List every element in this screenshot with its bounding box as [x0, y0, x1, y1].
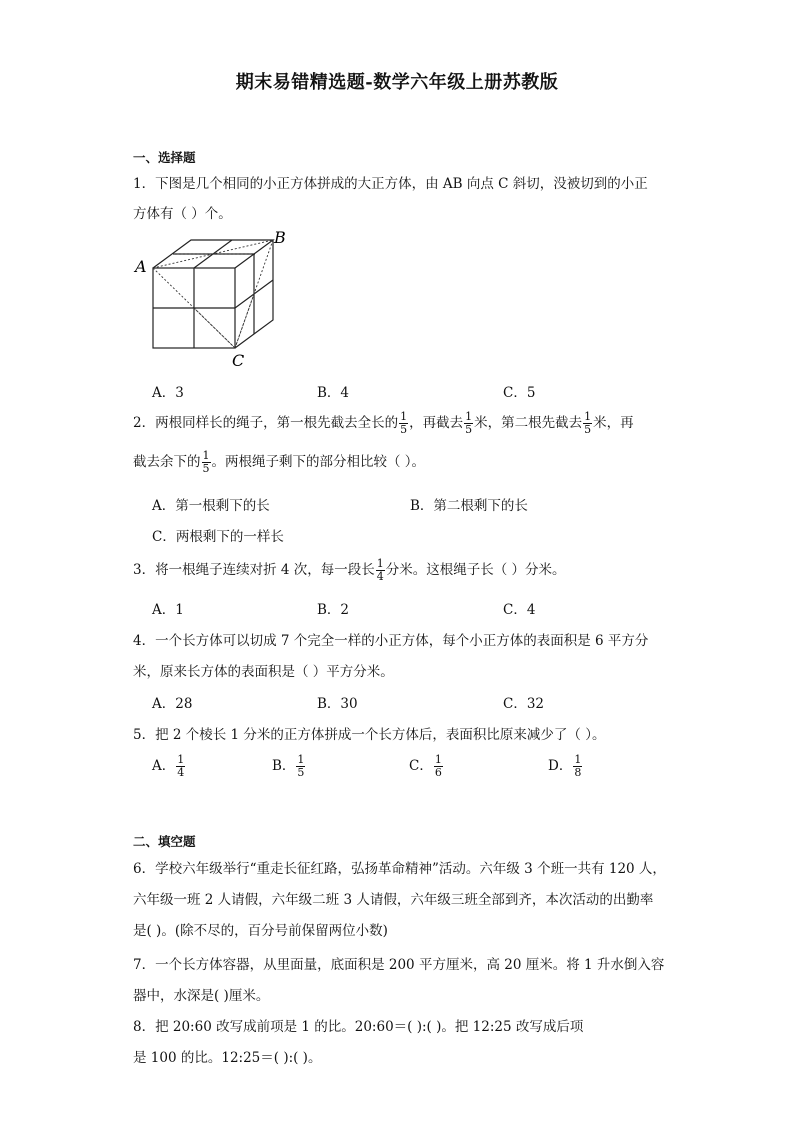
question-8-text: 8．把 20:60 改写成前项是 1 的比。20:60＝( ):( )。把 12:25 改写成后项 — [133, 1019, 584, 1035]
question-4-text-cont: 米，原来长方体的表面积是（ ）平方分米。 — [133, 664, 394, 680]
fraction — [399, 411, 408, 436]
q2-text-part: 米，第二根先截去 — [474, 415, 583, 432]
q1-option-c[interactable]: C．5 — [503, 385, 536, 401]
label-a: A — [135, 257, 147, 276]
q2-text-part: ，再截去 — [409, 415, 464, 432]
q2-option-c[interactable]: C．两根剩下的一样长 — [152, 529, 284, 545]
fraction-denominator: 4 — [177, 766, 185, 780]
fraction-denominator: 5 — [465, 423, 473, 437]
section-heading-fill: 二、填空题 — [133, 834, 196, 849]
fraction-numerator: 1 — [400, 410, 408, 423]
q2-text-part: 2．两根同样长的绳子，第一根先截去全长的 — [133, 415, 399, 432]
option-label: C． — [409, 758, 433, 775]
question-8-text-cont: 是 100 的比。12:25＝( ):( )。 — [133, 1050, 322, 1066]
question-1-text-cont: 方体有（ ）个。 — [133, 206, 232, 222]
question-5-text: 5．把 2 个棱长 1 分米的正方体拼成一个长方体后，表面积比原来减少了（ ）。 — [133, 727, 606, 743]
fraction-numerator: 1 — [177, 753, 185, 766]
fraction-numerator: 1 — [376, 557, 384, 570]
q5-option-a[interactable] — [152, 754, 186, 779]
question-6-text: 6．学校六年级举行“重走长征红路，弘扬革命精神”活动。六年级 3 个班一共有 120 人， — [133, 861, 666, 877]
fraction-denominator: 5 — [202, 462, 210, 476]
question-7-text: 7．一个长方体容器，从里面量，底面积是 200 平方厘米，高 20 厘米。将 1 升水倒入容 — [133, 957, 665, 973]
fraction-denominator: 5 — [400, 423, 408, 437]
fraction-denominator: 8 — [574, 766, 582, 780]
q5-option-b[interactable] — [272, 754, 306, 779]
fraction-denominator: 5 — [297, 766, 305, 780]
option-label: B． — [272, 758, 296, 775]
question-2-text — [133, 411, 634, 436]
fraction — [296, 754, 305, 779]
q3-text-part: 3．将一根绳子连续对折 4 次，每一段长 — [133, 562, 375, 579]
fraction-numerator: 1 — [584, 410, 592, 423]
q4-option-a[interactable]: A．28 — [152, 696, 193, 712]
q4-option-c[interactable]: C．32 — [503, 696, 545, 712]
fraction-denominator: 6 — [434, 766, 442, 780]
fraction-numerator: 1 — [465, 410, 473, 423]
q3-option-a[interactable]: A．1 — [152, 602, 184, 618]
cube-diagram — [133, 228, 293, 370]
question-4-text: 4．一个长方体可以切成 7 个完全一样的小正方体，每个小正方体的表面积是 6 平方分 — [133, 633, 649, 649]
option-label: A． — [152, 758, 176, 775]
q2-option-b[interactable]: B．第二根剩下的长 — [410, 498, 528, 514]
fraction — [583, 411, 592, 436]
fraction — [464, 411, 473, 436]
fraction-numerator: 1 — [434, 753, 442, 766]
section-heading-choice: 一、选择题 — [133, 150, 196, 165]
q4-option-b[interactable]: B．30 — [317, 696, 358, 712]
q2-text-part: 截去余下的 — [133, 454, 201, 471]
question-1-text: 1．下图是几个相同的小正方体拼成的大正方体，由 AB 向点 C 斜切，没被切到的小正 — [133, 176, 648, 192]
option-label: D． — [548, 758, 573, 775]
fraction — [573, 754, 582, 779]
q2-option-a[interactable]: A．第一根剩下的长 — [152, 498, 270, 514]
q1-option-b[interactable]: B．4 — [317, 385, 350, 401]
fraction-denominator: 4 — [376, 570, 384, 584]
q5-option-d[interactable] — [548, 754, 583, 779]
label-c: C — [232, 351, 245, 370]
fraction-denominator: 5 — [584, 423, 592, 437]
fraction — [202, 450, 211, 475]
question-6-text-cont2: 是( )。(除不尽的，百分号前保留两位小数) — [133, 923, 388, 939]
fraction-numerator: 1 — [297, 753, 305, 766]
question-7-text-cont: 器中，水深是( )厘米。 — [133, 988, 270, 1004]
question-2-text-cont — [133, 450, 425, 475]
fraction — [434, 754, 443, 779]
q1-option-a[interactable]: A．3 — [152, 385, 184, 401]
label-b: B — [274, 228, 286, 247]
fraction — [176, 754, 185, 779]
fraction — [376, 558, 385, 583]
q2-text-part: 米，再 — [593, 415, 634, 432]
page-title: 期末易错精选题-数学六年级上册苏教版 — [235, 72, 559, 93]
cube-figure — [133, 228, 293, 370]
q3-text-part: 分米。这根绳子长（ ）分米。 — [385, 562, 566, 579]
q2-text-part: 。两根绳子剩下的部分相比较（ ）。 — [211, 454, 426, 471]
q3-option-c[interactable]: C．4 — [503, 602, 536, 618]
question-3-text — [133, 558, 566, 583]
q3-option-b[interactable]: B．2 — [317, 602, 350, 618]
question-6-text-cont: 六年级一班 2 人请假，六年级二班 3 人请假，六年级三班全部到齐，本次活动的出勤率 — [133, 892, 654, 908]
fraction-numerator: 1 — [202, 449, 210, 462]
fraction-numerator: 1 — [574, 753, 582, 766]
q5-option-c[interactable] — [409, 754, 444, 779]
